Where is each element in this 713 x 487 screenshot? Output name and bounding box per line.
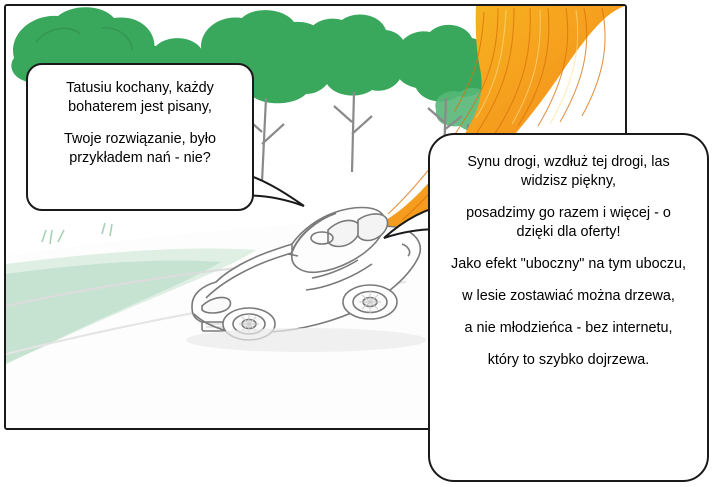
bubble-left-line-2: Twoje rozwiązanie, było przykładem nań - nie? [64, 131, 216, 167]
bubble-left-line-1: Tatusiu kochany, każdy bohaterem jest pisany, [66, 80, 214, 116]
bubble-right-line-6: który to szybko dojrzewa. [487, 352, 650, 369]
bubble-right-line-3: Jako efekt "uboczny" na tym uboczu, [451, 256, 686, 273]
speech-bubble-father [428, 133, 709, 482]
bubble-right-line-1: Synu drogi, wzdłuż tej drogi, las widzisz piękny, [467, 154, 670, 190]
bubble-right-line-5: a nie młodzieńca - bez internetu, [464, 320, 673, 337]
speech-bubble-son [26, 63, 254, 211]
bubble-right-line-4: w lesie zostawiać można drzewa, [462, 288, 675, 305]
bubble-right-line-2: posadzimy go razem i więcej - o dzięki dla oferty! [466, 205, 671, 241]
